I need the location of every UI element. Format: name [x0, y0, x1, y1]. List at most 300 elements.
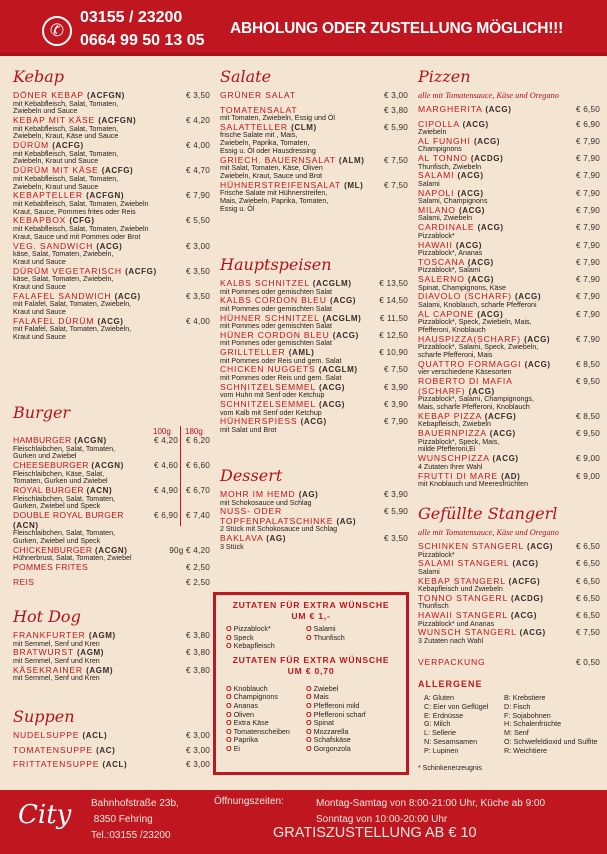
menu-item[interactable]	[418, 137, 600, 154]
item-description: 2 Stück mit Schokosauce und Schlag	[220, 525, 338, 534]
menu-item[interactable]	[418, 594, 600, 611]
item-description: käse, Salat, Tomaten, Zwiebeln, Kraut und Sauce	[13, 275, 114, 291]
extras-options-1	[216, 625, 406, 651]
item-title: NUSS- ODER TOPFENPALATSCHINKE	[220, 506, 334, 526]
extra-option-checkbox[interactable]: O Spinat	[306, 719, 406, 728]
allergen-code: (ACFGN)	[86, 191, 125, 201]
address-city: 8350 Fehring	[91, 814, 153, 825]
allergen-code: (ACL)	[102, 760, 128, 769]
item-name	[13, 563, 210, 573]
item-description: mit Kebabfleisch, Salat, Tomaten, Zwiebeln, Kraut, Käse und Sauce	[13, 124, 119, 141]
item-title: SALERNO	[418, 274, 465, 285]
item-price: € 4,20	[186, 116, 210, 126]
menu-item[interactable]	[220, 490, 408, 507]
item-description: Pizzablock*	[418, 550, 455, 559]
allergen-entry: B: Krebstiere	[504, 693, 546, 702]
allergen-code: (ACN)	[13, 520, 39, 530]
item-description: Kebapfleisch, Zwiebeln	[418, 420, 491, 429]
allergen-entry: O: Schwefeldioxid und Sulfite	[504, 736, 598, 746]
menu-item[interactable]	[13, 116, 210, 141]
item-title: KALBS SCHNITZEL	[220, 278, 310, 288]
item-title: MARGHERITA	[418, 104, 483, 114]
item-title: FALAFEL DÜRÜM	[13, 315, 95, 326]
item-title: MILANO	[418, 204, 456, 215]
item-price: € 3,80	[186, 648, 210, 658]
menu-item[interactable]	[418, 360, 600, 377]
address	[91, 796, 179, 844]
item-title: KÄSEKRAINER	[13, 664, 83, 675]
menu-item[interactable]	[13, 746, 210, 756]
menu-item[interactable]	[418, 658, 600, 668]
menu-item[interactable]	[418, 377, 600, 412]
extra-option-checkbox[interactable]: O Pizzablock*	[226, 625, 306, 634]
section-kebap	[13, 66, 210, 342]
menu-item[interactable]	[418, 454, 600, 471]
extra-option-checkbox[interactable]: O Thunfisch	[306, 634, 406, 643]
allergen-code: (ACG)	[457, 188, 484, 198]
menu-item[interactable]	[418, 611, 600, 628]
item-description: mit Kebabfleisch, Salat, Tomaten, Zwiebeln, Kraut und Sauce	[13, 174, 119, 191]
item-description: Pizzablock*, Speck, Mais, milde Pfefferoni,Ei	[418, 437, 500, 454]
menu-item[interactable]	[220, 181, 408, 214]
allergen-code: (ACFGN)	[86, 91, 125, 100]
item-price: € 8,50	[576, 411, 600, 421]
item-title: SCHNITZELSEMMEL	[220, 381, 316, 392]
section-hotdog	[13, 606, 210, 683]
section-title: Suppen	[13, 707, 75, 726]
extra-option-checkbox[interactable]: O Knoblauch	[226, 685, 306, 694]
menu-item[interactable]	[220, 365, 408, 382]
extra-option-checkbox[interactable]: O Oliven	[226, 711, 306, 720]
item-price: € 10,90	[379, 348, 408, 358]
item-title: ROYAL BURGER	[13, 485, 84, 496]
extras-price-2: UM € 0,70	[287, 665, 335, 676]
allergen-code: (ACG)	[512, 559, 539, 569]
item-title: BRATWURST	[13, 647, 74, 658]
menu-item[interactable]	[13, 191, 210, 216]
menu-item[interactable]	[418, 105, 600, 115]
menu-item[interactable]	[13, 91, 210, 116]
menu-item[interactable]	[418, 310, 600, 335]
section-title: Hauptspeisen	[220, 255, 332, 274]
item-title: TONNO STANGERL	[418, 592, 508, 603]
item-title: AL CAPONE	[418, 308, 475, 319]
menu-item[interactable]	[220, 314, 408, 331]
item-title: WUNSCHPIZZA	[418, 453, 490, 464]
item-title: KEBAP PIZZA	[418, 410, 482, 421]
menu-item[interactable]	[220, 123, 408, 156]
section-title: Dessert	[220, 466, 283, 485]
item-price-large: € 6,20	[186, 436, 210, 445]
item-title: HAWAII	[418, 239, 453, 250]
item-title: FRUTTI DI MARE	[418, 470, 498, 481]
item-price: € 7,50	[576, 628, 600, 638]
item-title: FRITTATENSUPPE	[13, 759, 100, 769]
item-name	[220, 507, 408, 526]
item-price: € 6,50	[576, 105, 600, 114]
menu-item[interactable]	[220, 507, 408, 534]
allergen-entry: D: Fisch	[504, 701, 531, 711]
footer-phone[interactable]: Tel.:03155 /23200	[91, 830, 171, 841]
item-price-large: € 6,60	[186, 461, 210, 471]
allergen-code: (ACG)	[489, 429, 516, 439]
allergen-code: (ACG)	[97, 316, 124, 326]
section-subtitle: alle mit Tomatensauce, Käse und Oregano	[418, 528, 559, 537]
allergen-code: (ACG)	[515, 292, 542, 302]
extra-option-checkbox[interactable]: O Mozzarella	[306, 728, 406, 737]
allergen-entry: F: Sojabohnen	[504, 710, 551, 720]
item-price: € 3,00	[186, 241, 210, 251]
item-description: Fleischlaibchen, Salat, Tomaten, Gurken, Zwiebel und Speck	[13, 494, 115, 511]
extra-option-checkbox[interactable]: O Mais	[306, 693, 406, 702]
menu-item[interactable]	[418, 542, 600, 559]
item-name	[418, 377, 600, 396]
item-price: € 3,50	[186, 266, 210, 276]
item-price: € 3,50	[186, 91, 210, 100]
item-description: mit Pommes oder gemischten Salat	[220, 339, 332, 348]
item-price: € 9,50	[576, 429, 600, 439]
menu-item[interactable]	[418, 258, 600, 275]
section-title: Burger	[13, 403, 71, 422]
item-title: AL TONNO	[418, 153, 468, 164]
free-delivery-note: GRATISZUSTELLUNG AB € 10	[273, 825, 477, 841]
item-description: mit Salat und Brot	[220, 425, 277, 434]
menu-item[interactable]	[13, 731, 210, 741]
hours-weekday: Montag-Samtag von 8:00-21:00 Uhr, Küche ab 9:00	[316, 798, 546, 809]
item-name	[13, 578, 210, 588]
city-logo: City	[18, 800, 72, 830]
item-description: Fleischlaibchen, Käse, Salat, Tomaten, Gurken und Zwiebel	[13, 469, 108, 486]
item-description: Fleischlaibchen, Salat, Tomaten, Gurken, Zwiebel und Speck	[13, 529, 115, 546]
allergen-code: (ACL)	[82, 731, 108, 740]
allergen-entry: M: Senf	[504, 728, 529, 738]
allergen-code: (CLM)	[291, 122, 317, 132]
item-price: € 5,90	[384, 122, 408, 132]
section-salate	[220, 66, 408, 214]
item-description: Pizzablock*, Speck, Zwiebeln, Mais, Pfefferoni, Knoblauch	[418, 318, 532, 335]
extra-option-checkbox[interactable]: O Tomatenscheiben	[226, 728, 306, 737]
item-description: 4 Zutaten Ihrer Wahl	[418, 462, 483, 471]
header-slogan: ABHOLUNG ODER ZUSTELLUNG MÖGLICH!!!	[230, 20, 564, 37]
item-title: VERPACKUNG	[418, 657, 486, 667]
item-title: GRÜNER SALAT	[220, 90, 296, 100]
menu-item[interactable]	[220, 400, 408, 417]
allergene-title: ALLERGENE	[418, 679, 483, 689]
extras-title-1: ZUTATEN FÜR EXTRA WÜNSCHE	[232, 600, 390, 610]
item-price: € 7,90	[576, 223, 600, 233]
allergen-code: (ACG)	[524, 359, 551, 369]
item-title: CIPOLLA	[418, 118, 460, 129]
extra-option-checkbox[interactable]: O Salami	[306, 625, 406, 634]
item-price: € 9,00	[576, 454, 600, 464]
item-description: Salami, Knoblauch, scharfe Pfefferoni	[418, 300, 537, 309]
item-description: mit Kebabfleisch, Salat, Tomaten, Zwiebeln Kraut, Sauce und mit Pommes oder Brot	[13, 224, 149, 241]
item-title: BAKLAVA	[220, 533, 264, 544]
section-title: Kebap	[13, 67, 65, 86]
item-description: mit Semmel, Senf und Kren	[13, 639, 100, 648]
menu-item[interactable]	[13, 216, 210, 241]
menu-item[interactable]	[418, 429, 600, 454]
item-price: € 12,50	[379, 330, 408, 340]
item-description: vier verschiedene Käsesorten	[418, 368, 512, 377]
phone-number-2[interactable]: 0664 99 50 13 05	[80, 32, 205, 49]
menu-item[interactable]	[13, 267, 210, 292]
address-street: Bahnhofstraße 23b,	[91, 798, 179, 809]
section-pizzen	[418, 66, 600, 489]
section-burger	[13, 402, 210, 592]
menu-item[interactable]	[13, 317, 210, 342]
extras-title-2: ZUTATEN FÜR EXTRA WÜNSCHE	[232, 654, 390, 665]
item-title: KEBAP MIT KÄSE	[13, 115, 96, 126]
item-title: HAMBURGER	[13, 435, 72, 445]
extra-option-checkbox[interactable]: O Extra Käse	[226, 719, 306, 728]
item-title: KEBAPTELLER	[13, 190, 83, 201]
menu-item[interactable]	[418, 292, 600, 309]
item-title: DÖNER KEBAP	[13, 90, 84, 100]
phone-icon: ✆	[42, 16, 72, 46]
item-description: 3 Stück	[220, 542, 244, 551]
item-price: € 14,50	[379, 296, 408, 306]
menu-item[interactable]	[220, 383, 408, 400]
item-name	[418, 658, 600, 668]
item-price: € 7,90	[576, 257, 600, 267]
item-description: Frische Salate mit Hühnerstreifen, Mais, Zwiebeln, Paprika, Tomaten, Essig u. Öl	[220, 189, 329, 213]
section-dessert	[220, 465, 408, 551]
item-title: SALAMI STANGERL	[418, 558, 510, 569]
allergene-list	[418, 694, 600, 756]
extra-option-checkbox[interactable]: O Ei	[226, 745, 306, 754]
extra-option-checkbox[interactable]: O Zwiebel	[306, 685, 406, 694]
allergen-code: (ACG)	[318, 400, 346, 410]
item-price: € 6,50	[576, 593, 600, 603]
allergen-code: (AG)	[336, 516, 357, 526]
item-price: € 4,00	[186, 316, 210, 326]
menu-item[interactable]	[13, 578, 210, 588]
item-description: mit Kebabfleisch, Salat, Tomaten, Zwiebeln Kraut, Sauce, Pommes frites oder Reis	[13, 199, 149, 216]
item-price: € 3,80	[186, 665, 210, 675]
menu-item[interactable]	[418, 472, 600, 489]
menu-item[interactable]	[220, 417, 408, 434]
menu-item[interactable]	[13, 563, 210, 573]
item-description: mit Pommes oder gemischten Salat	[220, 287, 332, 296]
item-title: AL FUNGHI	[418, 135, 471, 146]
extra-option-checkbox[interactable]: O Gorgonzola	[306, 745, 406, 754]
item-price: € 9,50	[576, 377, 600, 387]
allergen-entry: P: Lupinen	[424, 745, 459, 755]
section-verpackung	[418, 658, 600, 673]
item-price: € 6,50	[576, 542, 600, 551]
menu-item[interactable]	[13, 166, 210, 191]
item-price: € 7,50	[384, 180, 408, 190]
item-title: CHICKEN NUGGETS	[220, 364, 316, 375]
menu-item[interactable]	[220, 279, 408, 296]
item-description: käse, Salat, Tomaten, Zwiebeln, Kraut und Sauce	[13, 250, 114, 266]
allergen-code: (ACFG)	[52, 141, 84, 151]
item-title: KALBS CORDON BLEU	[220, 295, 327, 306]
allergen-entry: R: Weichtiere	[504, 745, 548, 755]
item-title: CHICKENBURGER	[13, 544, 93, 555]
allergen-code: (ACG)	[477, 223, 504, 233]
item-title: TOSCANA	[418, 256, 465, 267]
item-price: € 3,90	[384, 382, 408, 392]
menu-item[interactable]	[418, 559, 600, 576]
phone-number-1[interactable]: 03155 / 23200	[80, 9, 183, 26]
item-price: € 4,20	[154, 436, 178, 445]
menu-item[interactable]	[220, 348, 408, 365]
item-description: mit Falafel, Salat, Tomaten, Zwiebeln, Kraut und Sauce	[13, 300, 132, 317]
menu-item[interactable]	[13, 546, 210, 563]
extra-option-checkbox[interactable]: O Schafskäse	[306, 736, 406, 745]
item-price: € 7,90	[576, 292, 600, 302]
item-description: Pizzablock*, Salami	[418, 266, 481, 275]
menu-item[interactable]	[220, 156, 408, 181]
allergen-code: (ACG)	[332, 330, 359, 340]
allergen-entry: L: Sellerie	[424, 728, 456, 738]
item-description: frische Salate mit , Mais, Zwiebeln, Paprika, Tomaten, Essig u. Öl oder Hausdressing	[220, 131, 316, 155]
item-title: HAWAII STANGERL	[418, 610, 508, 621]
allergen-entry: C: Eier von Geflügel	[424, 701, 489, 711]
allergen-code: (AML)	[288, 348, 315, 358]
menu-item[interactable]	[418, 577, 600, 594]
menu-item[interactable]	[418, 412, 600, 429]
menu-item[interactable]	[418, 120, 600, 137]
allergen-code: (AGM)	[88, 631, 116, 640]
item-description: vom Kalb mit Senf oder Ketchup	[220, 408, 322, 417]
menu-item[interactable]	[220, 91, 408, 101]
item-description: Salami	[418, 179, 440, 188]
menu-item[interactable]	[418, 275, 600, 292]
column-middle	[220, 66, 408, 586]
section-haupt	[220, 254, 408, 435]
menu-item[interactable]	[220, 106, 408, 123]
menu-item[interactable]	[418, 335, 600, 360]
menu-item[interactable]	[220, 331, 408, 348]
item-title: DÜRÜM MIT KÄSE	[13, 165, 99, 176]
burger-size-large: 180g	[185, 427, 203, 436]
menu-item[interactable]	[418, 223, 600, 240]
allergen-code: (AD)	[501, 471, 521, 481]
allergen-code: (ACGN)	[91, 461, 124, 471]
extra-option-checkbox[interactable]: O Kebapfleisch	[226, 642, 306, 651]
item-description: Pizzablock*, Salami, Champignongs, Mais, scharfe Pfefferoni, Knoblauch	[418, 395, 534, 412]
allergen-code: (ACG)	[455, 240, 483, 250]
menu-item[interactable]	[13, 666, 210, 683]
allergen-code: (ALM)	[338, 155, 365, 165]
item-price: € 3,00	[186, 745, 210, 755]
extra-option-checkbox[interactable]: O Champignons	[226, 693, 306, 702]
item-title: GRIECH. BAUERNSALAT	[220, 154, 336, 165]
item-price: € 3,90	[384, 490, 408, 499]
hours-label: Öffnungszeiten:	[214, 796, 284, 807]
item-title: SALATTELLER	[220, 121, 288, 132]
item-price: € 7,90	[186, 191, 210, 201]
extra-option-checkbox[interactable]: O Pfefferoni mild	[306, 702, 406, 711]
item-description: Pizzablock* und Ananas	[418, 619, 495, 628]
item-price: € 0,50	[576, 658, 600, 667]
extra-option-checkbox[interactable]: O Ananas	[226, 702, 306, 711]
extras-price-1: UM € 1,-	[291, 611, 331, 621]
item-title: FRANKFURTER	[13, 630, 86, 640]
section-title: Salate	[220, 67, 272, 86]
divider	[180, 426, 181, 526]
section-suppen	[13, 706, 210, 775]
menu-item[interactable]	[13, 141, 210, 166]
menu-item[interactable]	[418, 206, 600, 223]
extra-option-checkbox[interactable]: O Speck	[226, 634, 306, 643]
menu-item[interactable]	[13, 648, 210, 665]
allergen-code: (ACGLM)	[312, 279, 352, 288]
item-price: € 7,90	[576, 136, 600, 146]
item-title: GRILLTELLER	[220, 347, 286, 358]
item-description: 3 Zutaten nach Wahl	[418, 636, 484, 645]
menu-item[interactable]	[13, 631, 210, 648]
menu-item[interactable]	[418, 241, 600, 258]
extra-option-checkbox[interactable]: O Paprika	[226, 736, 306, 745]
item-description: Hühnerbrust, Salat, Tomaten, Zwiebel	[13, 554, 132, 563]
menu-item[interactable]	[418, 628, 600, 645]
item-price: € 13,50	[379, 279, 408, 288]
item-price: € 7,90	[576, 240, 600, 250]
item-title: ROBERTO DI MAFIA (SCHARF)	[418, 376, 513, 396]
item-title: CHEESEBURGER	[13, 460, 89, 471]
menu-item[interactable]	[13, 292, 210, 317]
menu-item[interactable]	[418, 189, 600, 206]
header-bar	[0, 0, 607, 56]
item-title: SCHINKEN STANGERL	[418, 541, 524, 551]
allergen-code: (AG)	[298, 490, 319, 499]
item-price: € 2,50	[186, 563, 210, 573]
menu-item[interactable]	[220, 534, 408, 551]
item-name	[418, 105, 600, 115]
item-description: Pizzablock*, Ananas	[418, 249, 483, 258]
menu-item[interactable]	[13, 760, 210, 770]
item-name	[13, 731, 210, 741]
allergen-code: (ACG)	[300, 417, 327, 427]
allergen-code: (ACG)	[477, 309, 504, 319]
item-description: Champignons	[418, 145, 462, 154]
menu-item[interactable]	[13, 242, 210, 267]
allergen-entry: G: Milch	[424, 719, 451, 729]
item-description: mit Falafel, Salat, Tomaten, Zwiebeln, Kraut und Sauce	[13, 325, 132, 342]
item-price: € 3,80	[186, 631, 210, 640]
item-description: Fleischlaibchen, Salat, Tomaten, Gurken und Zwiebel	[13, 444, 115, 461]
allergen-code: (AGM)	[86, 665, 114, 675]
allergen-code: (ACGLM)	[318, 365, 358, 375]
menu-item[interactable]	[220, 296, 408, 313]
allergen-code: (ML)	[344, 180, 364, 190]
item-price: € 7,90	[576, 275, 600, 285]
menu-item[interactable]	[418, 171, 600, 188]
allergen-code: (ACG)	[114, 291, 141, 301]
extra-option-checkbox[interactable]: O Pfefferoni scharf	[306, 711, 406, 720]
allergen-code: (AC)	[96, 745, 116, 755]
hours-sunday: Sonntag von 10:00-20:00 Uhr	[316, 814, 448, 825]
item-price: € 9,00	[576, 471, 600, 481]
allergen-code: (ACG)	[318, 382, 346, 392]
allergen-code: (ACG)	[467, 257, 494, 267]
opening-hours	[316, 796, 545, 828]
menu-item[interactable]	[418, 154, 600, 171]
allergen-code: (ACFG)	[508, 576, 541, 586]
allergen-entry: A: Gluten	[424, 693, 454, 702]
allergen-code: (ACG)	[510, 611, 537, 621]
item-name	[13, 746, 210, 756]
item-name	[220, 91, 408, 101]
item-title: HÜHNERSTREIFENSALAT	[220, 179, 341, 190]
item-price: € 3,50	[186, 291, 210, 301]
item-price: € 7,50	[384, 155, 408, 165]
item-description: mit Tomaten, Zwiebeln, Essig und Öl	[220, 114, 335, 122]
